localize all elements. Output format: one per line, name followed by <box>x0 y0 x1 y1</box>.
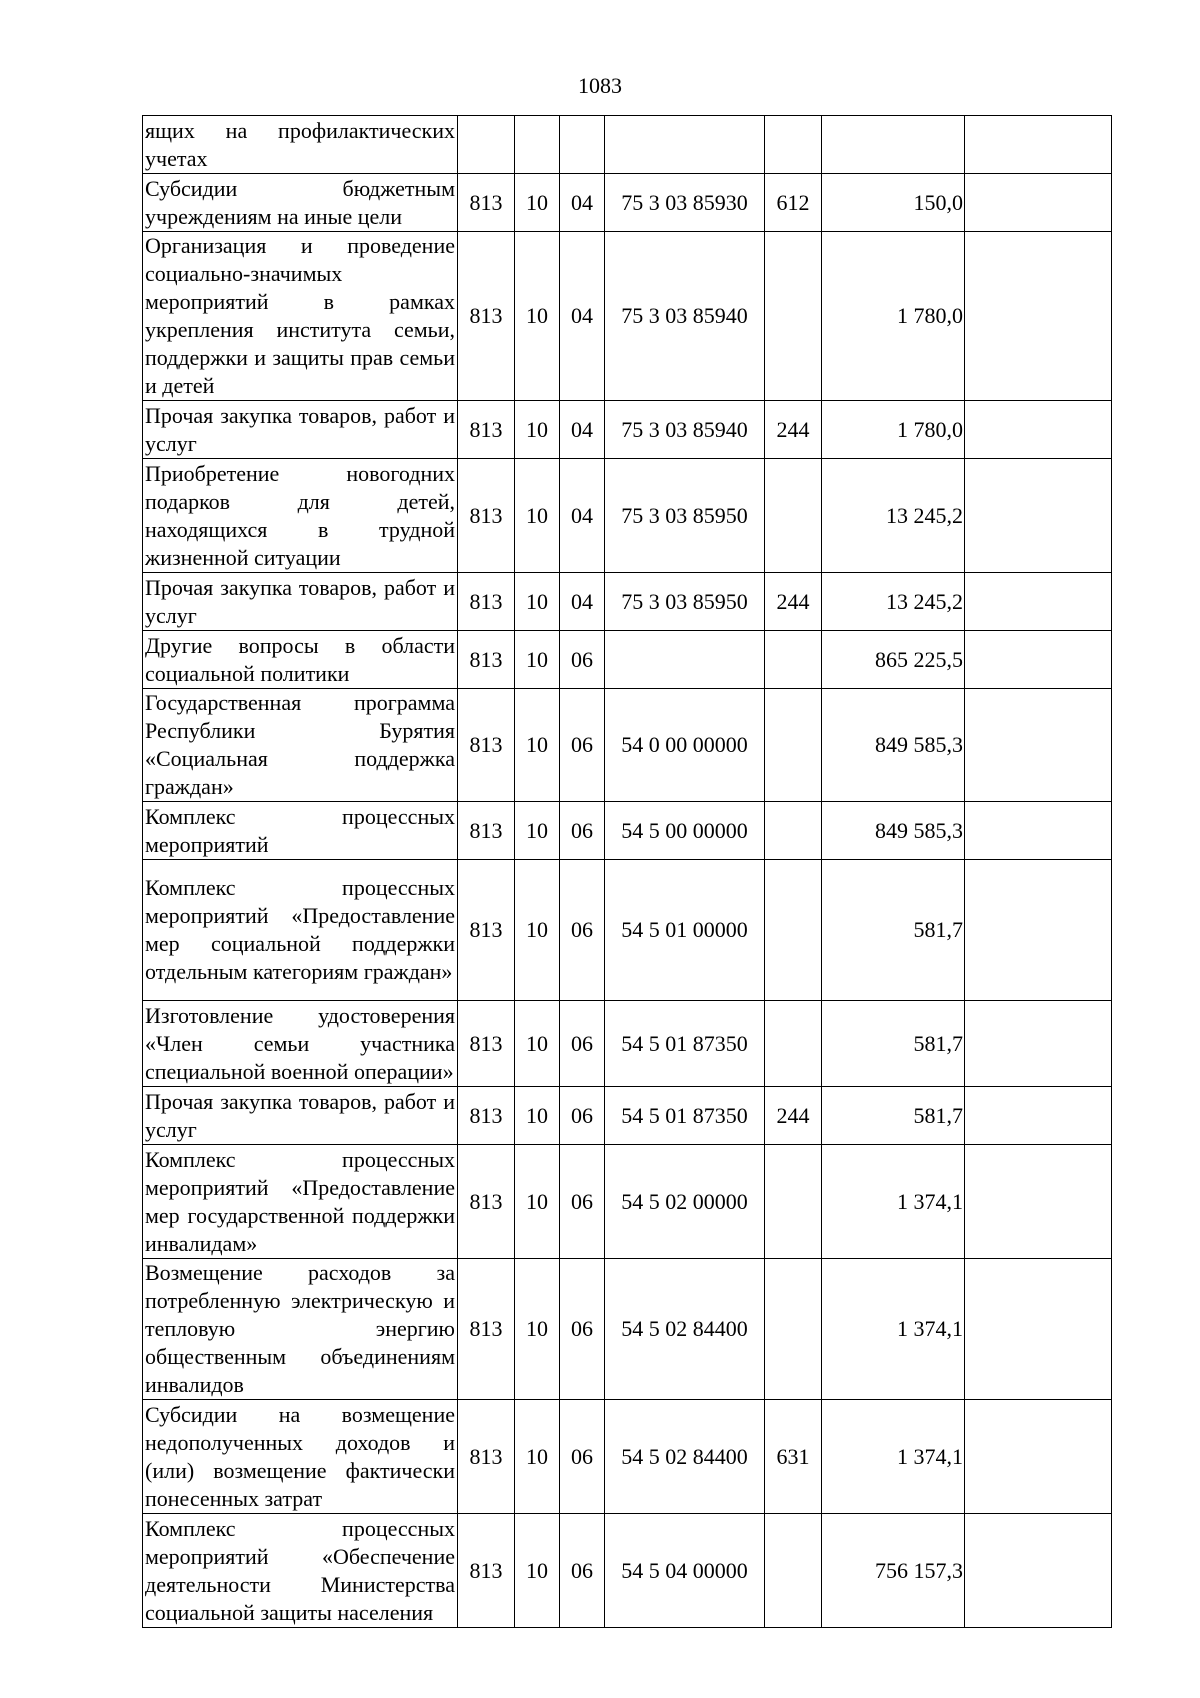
subsection-code: 04 <box>560 174 605 232</box>
table-row <box>143 689 1112 802</box>
row-name: Приобретение новогодних подарков для детей, находящихся в трудной жизненной ситуации <box>143 459 458 573</box>
table-row <box>143 1259 1112 1400</box>
section-code: 10 <box>515 1259 560 1400</box>
ministry-code: 813 <box>458 174 515 232</box>
section-code: 10 <box>515 1001 560 1087</box>
table-row <box>143 631 1112 689</box>
subsection-code: 04 <box>560 573 605 631</box>
target-code: 75 3 03 85940 <box>605 401 765 459</box>
table-row <box>143 1400 1112 1514</box>
extra-cell <box>965 1087 1112 1145</box>
ministry-code: 813 <box>458 1400 515 1514</box>
expense-type-code <box>765 1001 822 1087</box>
amount: 581,7 <box>822 860 965 1001</box>
expense-type-code <box>765 1145 822 1259</box>
expense-type-code: 612 <box>765 174 822 232</box>
section-code: 10 <box>515 1145 560 1259</box>
expense-type-code <box>765 459 822 573</box>
expense-type-code <box>765 1514 822 1628</box>
table-row <box>143 860 1112 1001</box>
target-code <box>605 116 765 174</box>
row-name: Организация и проведение социально-значимых мероприятий в рамках укрепления института семьи, поддержки и защиты прав семьи и детей <box>143 232 458 401</box>
row-name: ящих на профилактических учетах <box>143 116 458 174</box>
extra-cell <box>965 689 1112 802</box>
extra-cell <box>965 860 1112 1001</box>
subsection-code: 06 <box>560 802 605 860</box>
amount: 756 157,3 <box>822 1514 965 1628</box>
subsection-code: 06 <box>560 631 605 689</box>
expense-type-code <box>765 802 822 860</box>
table-row <box>143 1514 1112 1628</box>
section-code: 10 <box>515 631 560 689</box>
extra-cell <box>965 459 1112 573</box>
table-row <box>143 459 1112 573</box>
table-row <box>143 573 1112 631</box>
ministry-code: 813 <box>458 1087 515 1145</box>
extra-cell <box>965 1514 1112 1628</box>
section-code: 10 <box>515 1087 560 1145</box>
subsection-code: 06 <box>560 1514 605 1628</box>
ministry-code: 813 <box>458 689 515 802</box>
target-code: 54 5 01 87350 <box>605 1001 765 1087</box>
extra-cell <box>965 116 1112 174</box>
amount: 1 374,1 <box>822 1259 965 1400</box>
row-name: Комплекс процессных мероприятий <box>143 802 458 860</box>
expense-type-code <box>765 116 822 174</box>
ministry-code: 813 <box>458 860 515 1001</box>
row-name: Прочая закупка товаров, работ и услуг <box>143 573 458 631</box>
section-code: 10 <box>515 573 560 631</box>
expense-type-code <box>765 232 822 401</box>
amount: 1 374,1 <box>822 1145 965 1259</box>
target-code: 75 3 03 85950 <box>605 573 765 631</box>
row-name: Комплекс процессных мероприятий «Обеспечение деятельности Министерства социальной защиты населения <box>143 1514 458 1628</box>
amount: 150,0 <box>822 174 965 232</box>
amount: 13 245,2 <box>822 573 965 631</box>
subsection-code: 06 <box>560 860 605 1001</box>
target-code: 54 5 02 84400 <box>605 1400 765 1514</box>
section-code: 10 <box>515 1400 560 1514</box>
subsection-code: 06 <box>560 1087 605 1145</box>
page-number: 1083 <box>578 73 622 98</box>
section-code: 10 <box>515 174 560 232</box>
table-row <box>143 401 1112 459</box>
section-code: 10 <box>515 459 560 573</box>
section-code: 10 <box>515 401 560 459</box>
table-row <box>143 174 1112 232</box>
target-code: 54 5 00 00000 <box>605 802 765 860</box>
table-row <box>143 1001 1112 1087</box>
expense-type-code <box>765 1259 822 1400</box>
budget-table-body <box>143 116 1112 1628</box>
target-code: 75 3 03 85930 <box>605 174 765 232</box>
extra-cell <box>965 232 1112 401</box>
target-code: 54 5 01 00000 <box>605 860 765 1001</box>
expense-type-code <box>765 689 822 802</box>
table-row <box>143 1087 1112 1145</box>
row-name: Субсидии на возмещение недополученных доходов и (или) возмещение фактически понесенных затрат <box>143 1400 458 1514</box>
table-row <box>143 1145 1112 1259</box>
ministry-code: 813 <box>458 401 515 459</box>
extra-cell <box>965 1400 1112 1514</box>
ministry-code <box>458 116 515 174</box>
table-row <box>143 232 1112 401</box>
table-row <box>143 116 1112 174</box>
expense-type-code: 631 <box>765 1400 822 1514</box>
amount: 1 780,0 <box>822 232 965 401</box>
ministry-code: 813 <box>458 573 515 631</box>
extra-cell <box>965 1145 1112 1259</box>
subsection-code: 06 <box>560 1001 605 1087</box>
amount: 849 585,3 <box>822 802 965 860</box>
ministry-code: 813 <box>458 459 515 573</box>
row-name: Государственная программа Республики Бурятия «Социальная поддержка граждан» <box>143 689 458 802</box>
amount: 1 780,0 <box>822 401 965 459</box>
budget-table <box>142 115 1112 1628</box>
ministry-code: 813 <box>458 631 515 689</box>
subsection-code: 04 <box>560 232 605 401</box>
row-name: Субсидии бюджетным учреждениям на иные цели <box>143 174 458 232</box>
amount: 581,7 <box>822 1087 965 1145</box>
row-name: Изготовление удостоверения «Член семьи участника специальной военной операции» <box>143 1001 458 1087</box>
expense-type-code: 244 <box>765 1087 822 1145</box>
target-code: 54 5 02 84400 <box>605 1259 765 1400</box>
ministry-code: 813 <box>458 232 515 401</box>
extra-cell <box>965 631 1112 689</box>
target-code: 54 0 00 00000 <box>605 689 765 802</box>
row-name: Возмещение расходов за потребленную электрическую и тепловую энергию общественным объединениям инвалидов <box>143 1259 458 1400</box>
target-code: 54 5 04 00000 <box>605 1514 765 1628</box>
subsection-code <box>560 116 605 174</box>
expense-type-code <box>765 631 822 689</box>
ministry-code: 813 <box>458 802 515 860</box>
section-code: 10 <box>515 232 560 401</box>
section-code: 10 <box>515 689 560 802</box>
row-name: Комплекс процессных мероприятий «Предоставление мер социальной поддержки отдельным категориям граждан» <box>143 860 458 1001</box>
ministry-code: 813 <box>458 1145 515 1259</box>
section-code <box>515 116 560 174</box>
subsection-code: 04 <box>560 459 605 573</box>
amount: 13 245,2 <box>822 459 965 573</box>
target-code: 54 5 01 87350 <box>605 1087 765 1145</box>
amount <box>822 116 965 174</box>
subsection-code: 04 <box>560 401 605 459</box>
extra-cell <box>965 174 1112 232</box>
expense-type-code: 244 <box>765 401 822 459</box>
subsection-code: 06 <box>560 1145 605 1259</box>
extra-cell <box>965 401 1112 459</box>
subsection-code: 06 <box>560 689 605 802</box>
table-row <box>143 802 1112 860</box>
subsection-code: 06 <box>560 1400 605 1514</box>
row-name: Комплекс процессных мероприятий «Предоставление мер государственной поддержки инвалидам» <box>143 1145 458 1259</box>
subsection-code: 06 <box>560 1259 605 1400</box>
target-code: 75 3 03 85940 <box>605 232 765 401</box>
target-code: 75 3 03 85950 <box>605 459 765 573</box>
extra-cell <box>965 802 1112 860</box>
target-code <box>605 631 765 689</box>
row-name: Другие вопросы в области социальной политики <box>143 631 458 689</box>
amount: 849 585,3 <box>822 689 965 802</box>
amount: 865 225,5 <box>822 631 965 689</box>
expense-type-code: 244 <box>765 573 822 631</box>
extra-cell <box>965 573 1112 631</box>
amount: 581,7 <box>822 1001 965 1087</box>
amount: 1 374,1 <box>822 1400 965 1514</box>
row-name: Прочая закупка товаров, работ и услуг <box>143 1087 458 1145</box>
ministry-code: 813 <box>458 1259 515 1400</box>
target-code: 54 5 02 00000 <box>605 1145 765 1259</box>
extra-cell <box>965 1259 1112 1400</box>
ministry-code: 813 <box>458 1514 515 1628</box>
section-code: 10 <box>515 802 560 860</box>
row-name: Прочая закупка товаров, работ и услуг <box>143 401 458 459</box>
section-code: 10 <box>515 860 560 1001</box>
section-code: 10 <box>515 1514 560 1628</box>
extra-cell <box>965 1001 1112 1087</box>
expense-type-code <box>765 860 822 1001</box>
ministry-code: 813 <box>458 1001 515 1087</box>
